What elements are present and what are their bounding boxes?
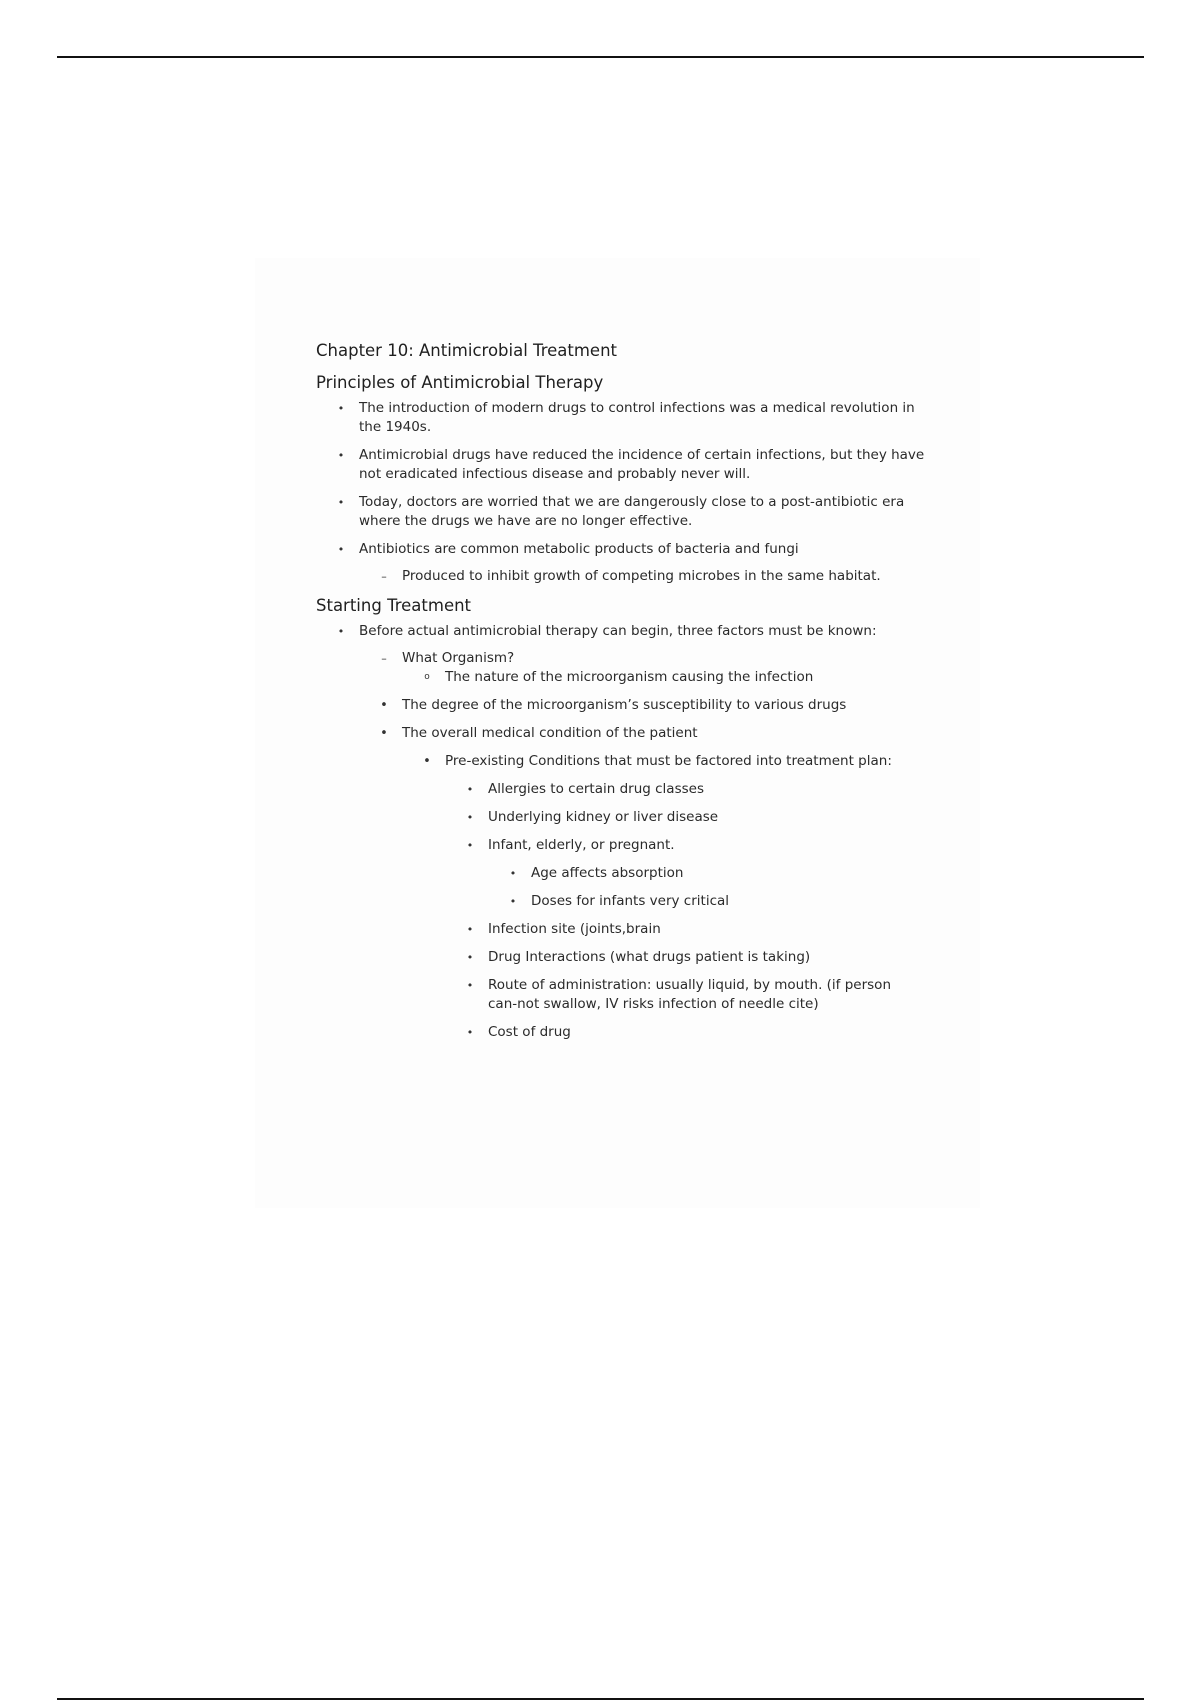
list-item (359, 724, 936, 1042)
conditions-list (445, 780, 915, 1042)
list-item (445, 780, 915, 799)
dash-icon: – (381, 570, 387, 583)
list-item-text: The degree of the microorganism’s susceptibility to various drugs (402, 697, 847, 713)
list-item (316, 446, 936, 484)
top-rule (57, 56, 1144, 58)
bullet-icon: • (380, 726, 388, 741)
sub-list (359, 567, 936, 586)
list-item-text: Today, doctors are worried that we are dangerously close to a post-antibiotic era where the drugs we have are no longer effective. (359, 494, 905, 529)
list-item (316, 399, 936, 437)
factors-list (359, 649, 936, 1042)
list-item-text: Doses for infants very critical (531, 893, 730, 909)
bullet-icon: • (337, 449, 345, 462)
starting-treatment-list (316, 622, 936, 1042)
list-item (445, 808, 915, 827)
bullet-icon: • (423, 754, 431, 769)
list-item-text: Age affects absorption (531, 865, 684, 881)
bullet-icon: • (466, 811, 474, 824)
list-item-text: What Organism? (402, 650, 515, 666)
organism-detail-list (402, 668, 936, 687)
bullet-icon: • (337, 402, 345, 415)
bullet-icon: • (337, 496, 345, 509)
bullet-icon: • (466, 923, 474, 936)
bullet-icon: • (337, 625, 345, 638)
document-content (316, 340, 936, 1051)
list-item (445, 1023, 915, 1042)
list-item (359, 649, 936, 687)
list-item (402, 752, 915, 1042)
list-item-text: Antimicrobial drugs have reduced the incidence of certain infections, but they have not eradicated infectious disease and probably never will. (359, 447, 925, 482)
bullet-icon: • (466, 1026, 474, 1039)
list-item (359, 696, 936, 715)
bullet-icon: • (466, 839, 474, 852)
bullet-icon: • (466, 979, 474, 992)
list-item (488, 892, 915, 911)
list-item (445, 920, 915, 939)
list-item-text: Cost of drug (488, 1024, 571, 1040)
circle-icon: o (424, 672, 430, 682)
list-item-text: Antibiotics are common metabolic products of bacteria and fungi (359, 541, 799, 557)
list-item (445, 948, 915, 967)
list-item-text: Drug Interactions (what drugs patient is taking) (488, 949, 811, 965)
list-item (316, 493, 936, 531)
bullet-icon: • (380, 698, 388, 713)
bullet-icon: • (337, 543, 345, 556)
list-item-text: Allergies to certain drug classes (488, 781, 704, 797)
list-item-text: The overall medical condition of the patient (402, 725, 698, 741)
preexisting-list (402, 752, 936, 1042)
list-item-text: Before actual antimicrobial therapy can begin, three factors must be known: (359, 623, 877, 639)
list-item (445, 836, 915, 911)
list-item-text: Pre-existing Conditions that must be factored into treatment plan: (445, 753, 892, 769)
bullet-icon: • (466, 951, 474, 964)
bullet-icon: • (509, 867, 517, 880)
list-item-text: Produced to inhibit growth of competing microbes in the same habitat. (402, 568, 881, 584)
list-item-text: Route of administration: usually liquid, by mouth. (if person can-not swallow, IV risks infection of needle cite) (488, 977, 891, 1012)
list-item-text: The introduction of modern drugs to control infections was a medical revolution in the 1940s. (359, 400, 915, 435)
list-item-text: Infant, elderly, or pregnant. (488, 837, 675, 853)
document-title: Chapter 10: Antimicrobial Treatment (316, 341, 618, 360)
list-item-text: The nature of the microorganism causing the infection (445, 669, 814, 685)
list-item (316, 540, 936, 586)
section-heading-starting-treatment: Starting Treatment (316, 596, 472, 615)
section-heading-principles: Principles of Antimicrobial Therapy (316, 373, 604, 392)
dash-icon: – (381, 652, 387, 665)
list-item (445, 976, 915, 1014)
list-item (402, 668, 936, 687)
list-item (488, 864, 915, 883)
age-notes-list (488, 864, 915, 911)
bullet-icon: • (509, 895, 517, 908)
list-item-text: Underlying kidney or liver disease (488, 809, 719, 825)
principles-list (316, 399, 936, 586)
bullet-icon: • (466, 783, 474, 796)
list-item (359, 567, 936, 586)
list-item (316, 622, 936, 1042)
list-item-text: Infection site (joints,brain (488, 921, 661, 937)
